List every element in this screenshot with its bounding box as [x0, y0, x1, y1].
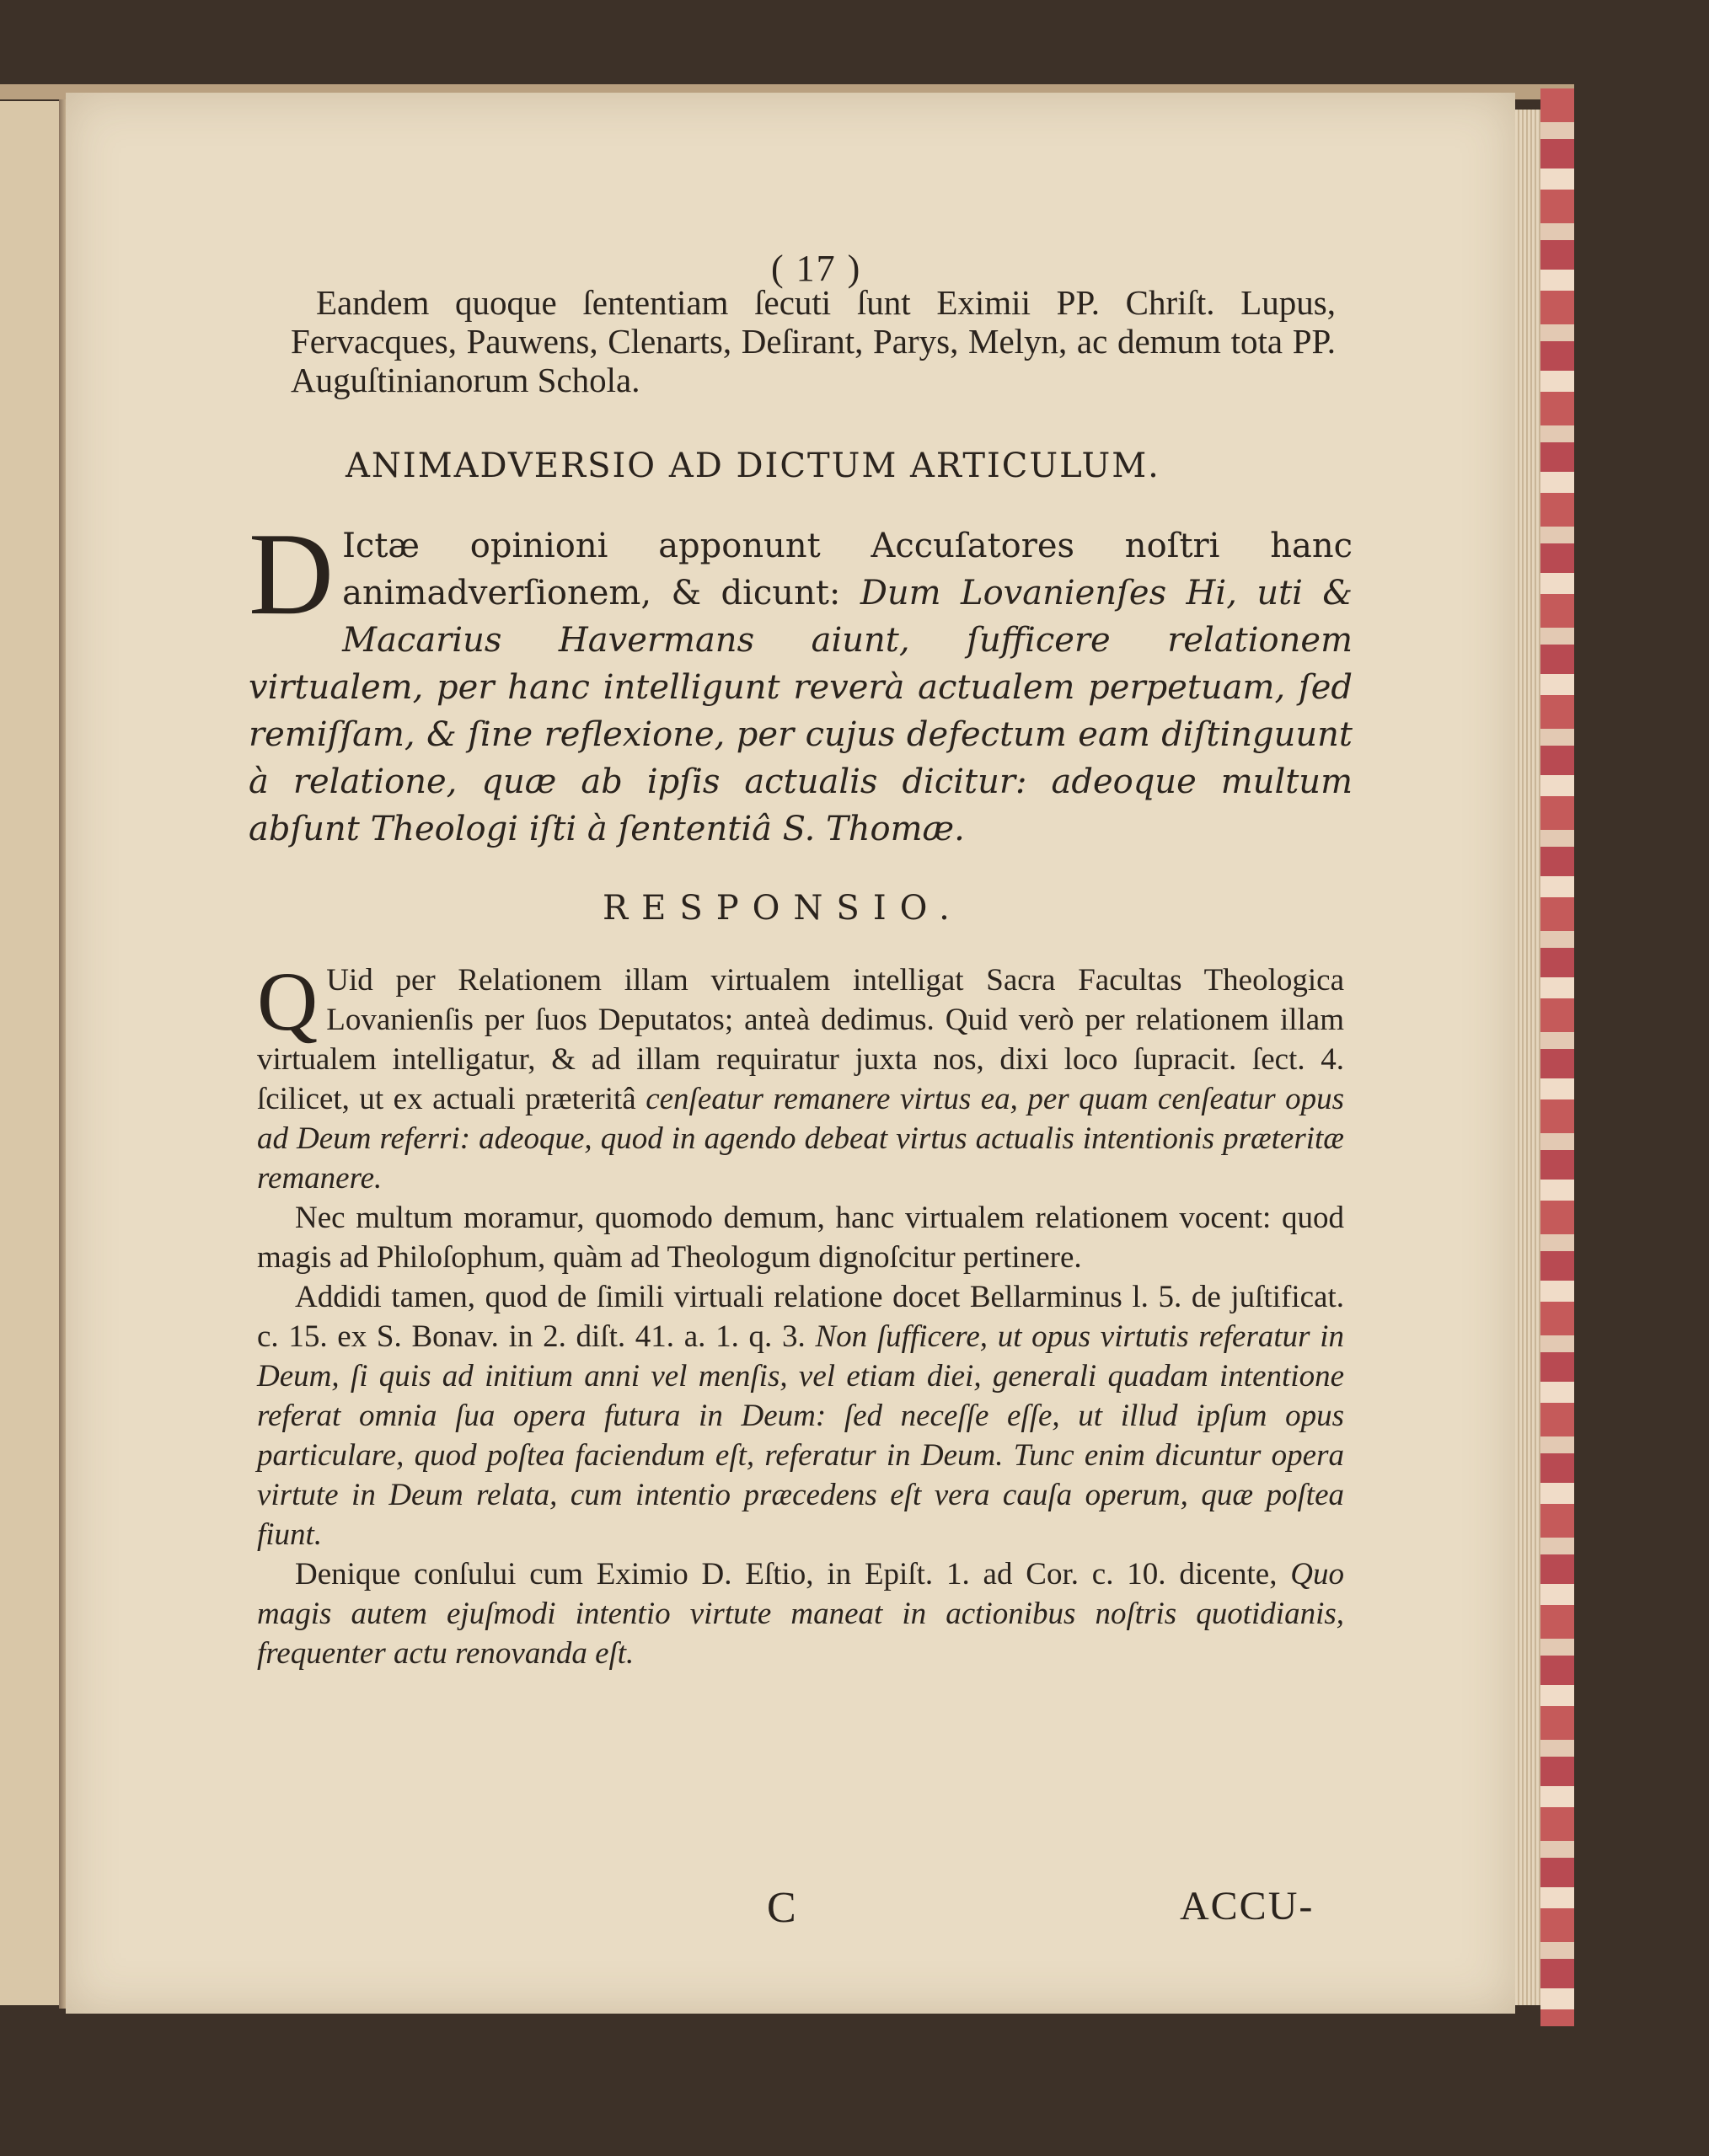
drop-cap-d: D — [249, 509, 335, 639]
facing-page-edge — [0, 101, 62, 2005]
intro-paragraph: Eandem quoque ſententiam ſecuti ſunt Eximii PP. Chriſt. Lupus, Fervacques, Pauwens, Clenarts, Deſirant, Parys, Melyn, ac demum tota PP. Auguſtinianorum Schola. — [291, 283, 1336, 399]
signature-mark: C — [767, 1884, 796, 1932]
response-quote-4: Quo magis autem ejuſmodi intentio virtute maneat in actionibus noſtris quotidianis, frequenter actu renovanda eſt. — [257, 1557, 1345, 1671]
response-paragraph-4 — [257, 1554, 1344, 1673]
objection-text: Ictæ opinioni apponunt Accuſatores noſtri hanc animadverſionem, & dicunt: — [342, 527, 1353, 613]
catchword: ACCU- — [1180, 1884, 1315, 1929]
response-paragraph-3 — [257, 1277, 1344, 1554]
drop-cap-q: Q — [257, 955, 319, 1048]
section-heading: ANIMADVERSIO AD DICTUM ARTICULUM. — [346, 447, 1160, 485]
response-paragraph-1 — [257, 955, 1345, 1198]
page-stack-edge — [1515, 110, 1540, 2005]
objection-paragraph — [249, 509, 1353, 853]
objection-quote: Dum Lovanienſes Hi, uti & Macarius Havermans aiunt, ſufficere relationem virtualem, per hanc intelligunt reverà actualem perpetuam, ſed remiſſam, & ſine reflexione, per cujus defectum eam diſtinguunt à relatione, quæ ab ipſis actualis dicitur: adeoque multum abſunt Theologi iſti à ſententiâ S. Thomæ. — [249, 574, 1353, 848]
response-paragraph-2: Nec multum moramur, quomodo demum, hanc virtualem relationem vocent: quod magis ad Philoſophum, quàm ad Theologum dignoſcitur pertinere. — [257, 1201, 1344, 1275]
book-gutter — [59, 99, 66, 2009]
response-quote-3: Non ſufficere, ut opus virtutis referatur in Deum, ſi quis ad initium anni vel menſis, vel etiam diei, generali quadam intentione referat omnia ſua opera futura in Deum: ſed neceſſe eſſe, ut illud ipſum opus particulare, quod poſtea faciendum eſt, referatur in Deum. Tunc enim dicuntur opera virtute in Deum relata, cum intentio præcedens eſt vera cauſa operum, quæ poſtea fiunt. — [257, 1319, 1345, 1552]
response-quote-1: cenſeatur remanere virtus ea, per quam cenſeatur opus ad Deum referri: adeoque, quod in agendo debeat virtus actualis intentionis præteritæ remanere. — [257, 1082, 1345, 1196]
response-text-4: Denique conſului cum Eximio D. Eſtio, in Epiſt. 1. ad Cor. c. 10. dicente, — [295, 1557, 1278, 1592]
response-text-1: Uid per Relationem illam virtualem intelligat Sacra Facultas Theologica Lovanienſis per ſuos Deputatos; anteà dedimus. Quid verò per relationem illam virtualem intelligatur, & ad illam requiratur juxta nos, dixi loco ſupracit. ſect. 4. ſcilicet, ut ex actuali præteritâ — [257, 963, 1344, 1116]
response-text-3: Addidi tamen, quod de ſimili virtuali relatione docet Bellarminus l. 5. de juſtificat. c. 15. ex S. Bonav. in 2. diſt. 41. a. 1. q. 3. — [257, 1280, 1344, 1354]
response-heading: RESPONSIO. — [603, 889, 963, 928]
page-number: ( 17 ) — [771, 248, 862, 289]
response-body — [257, 955, 1345, 1673]
marbled-cover-board — [1540, 88, 1574, 2026]
